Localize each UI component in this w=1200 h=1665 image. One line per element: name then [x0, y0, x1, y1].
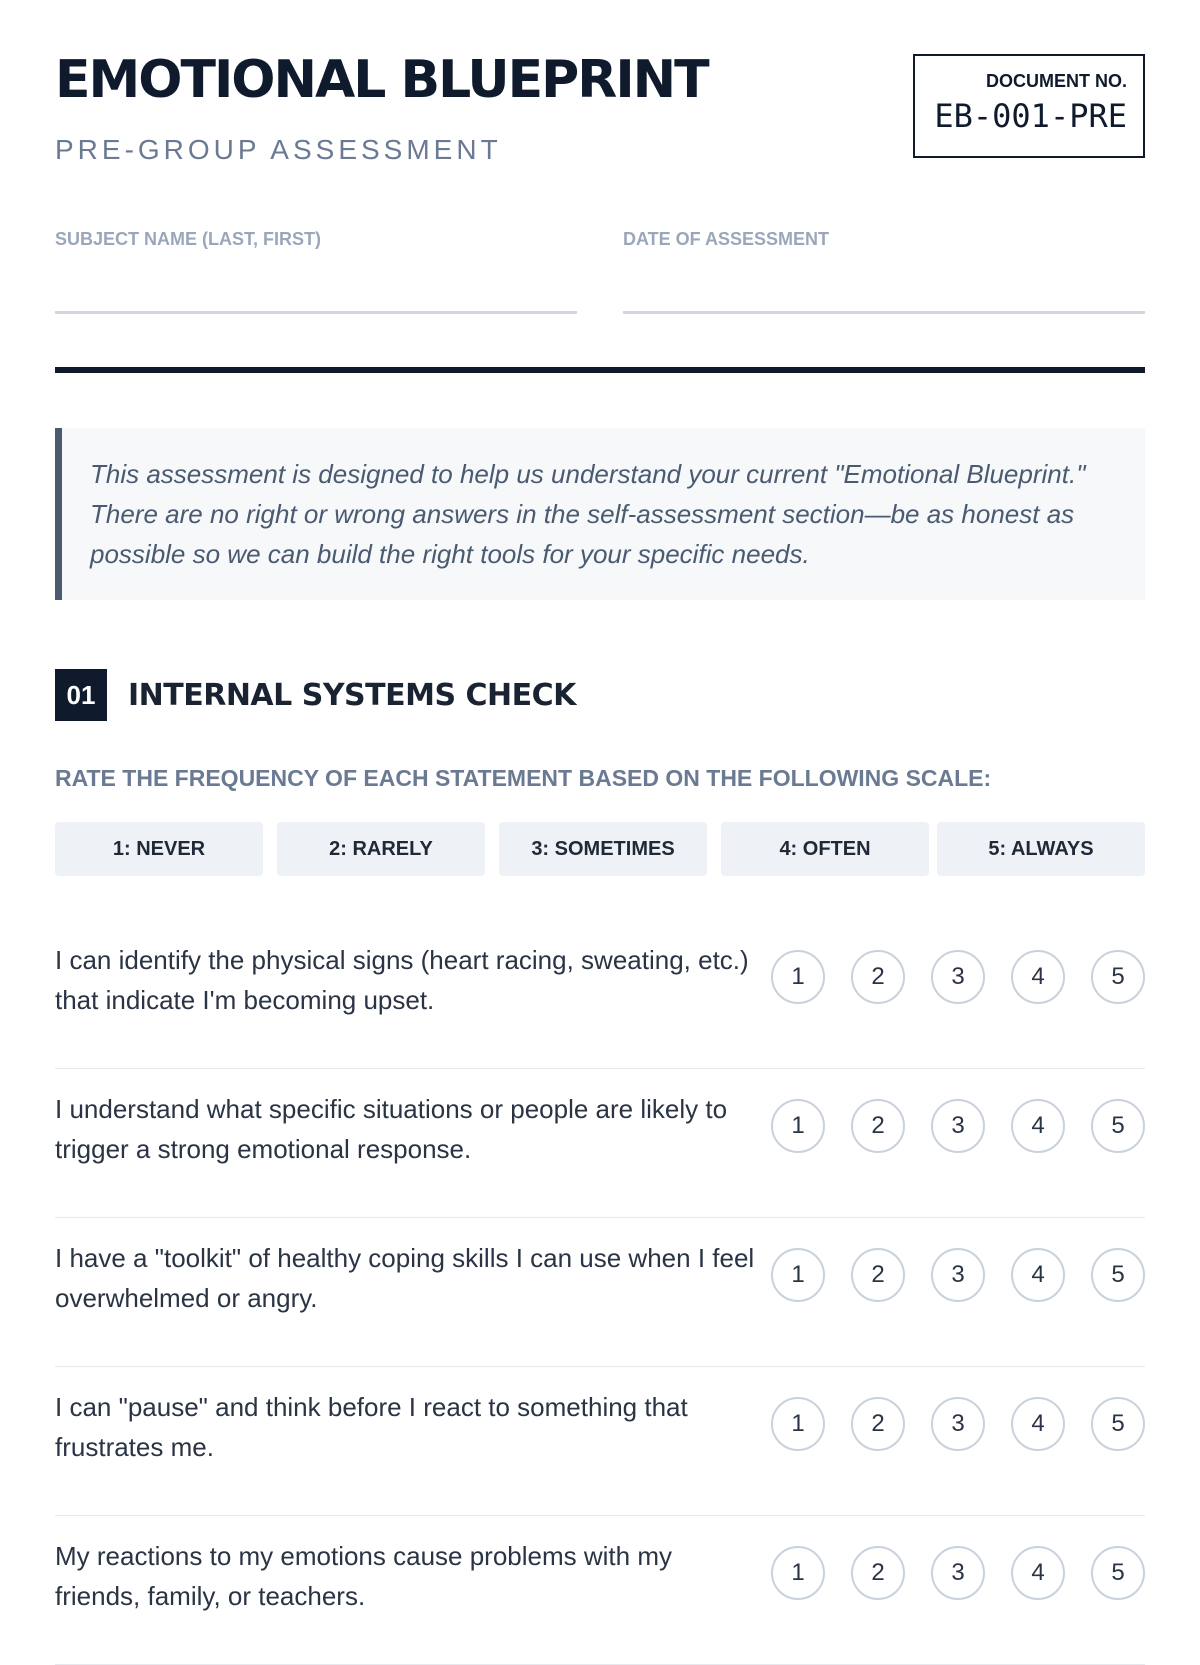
intro-text: This assessment is designed to help us understand your current "Emotional Blueprint." There are no right or wrong answers in the self-assessment section—be as honest as possible so we can build the right tools for your specific needs. — [90, 459, 1086, 569]
subject-name-line[interactable] — [55, 311, 577, 314]
rating-option-5[interactable]: 5 — [1091, 1397, 1145, 1451]
rating-option-4[interactable]: 4 — [1011, 1397, 1065, 1451]
rating-option-4[interactable]: 4 — [1011, 1099, 1065, 1153]
page-title: EMOTIONAL BLUEPRINT — [55, 50, 708, 110]
assessment-date-field[interactable] — [623, 230, 1145, 314]
section-number: 01 — [55, 669, 107, 721]
question-text: I understand what specific situations or people are likely to trigger a strong emotional response. — [55, 1094, 728, 1164]
rating-option-1[interactable]: 1 — [771, 1397, 825, 1451]
document-number-label: DOCUMENT NO. — [986, 71, 1127, 91]
rating-option-4[interactable]: 4 — [1011, 1248, 1065, 1302]
question-row — [55, 1367, 1145, 1516]
rating-option-1[interactable]: 1 — [771, 1546, 825, 1600]
rating-options — [771, 1099, 1145, 1153]
rating-option-1[interactable]: 1 — [771, 1248, 825, 1302]
rating-options — [771, 950, 1145, 1004]
rating-option-2[interactable]: 2 — [851, 1248, 905, 1302]
rating-options — [771, 1397, 1145, 1451]
rating-options — [771, 1248, 1145, 1302]
question-text: I can "pause" and think before I react to something that frustrates me. — [55, 1392, 688, 1462]
rating-option-5[interactable]: 5 — [1091, 1099, 1145, 1153]
scale-never: 1: NEVER — [55, 822, 263, 876]
question-row — [55, 1516, 1145, 1665]
document-number-box — [913, 54, 1145, 158]
question-row — [55, 920, 1145, 1069]
rating-option-3[interactable]: 3 — [931, 1099, 985, 1153]
rating-options — [771, 1546, 1145, 1600]
question-row — [55, 1069, 1145, 1218]
subject-fields — [55, 230, 1145, 328]
question-text: I have a "toolkit" of healthy coping skills I can use when I feel overwhelmed or angry. — [55, 1243, 755, 1313]
rating-option-4[interactable]: 4 — [1011, 1546, 1065, 1600]
rating-option-1[interactable]: 1 — [771, 950, 825, 1004]
rating-scale-legend — [55, 822, 1145, 876]
header-divider — [55, 367, 1145, 373]
document-number: EB-001-PRE — [934, 97, 1127, 135]
rating-option-5[interactable]: 5 — [1091, 1546, 1145, 1600]
scale-often: 4: OFTEN — [721, 822, 929, 876]
question-text: My reactions to my emotions cause problems with my friends, family, or teachers. — [55, 1541, 672, 1611]
rating-option-2[interactable]: 2 — [851, 1397, 905, 1451]
assessment-date-line[interactable] — [623, 311, 1145, 314]
scale-instruction: RATE THE FREQUENCY OF EACH STATEMENT BASED ON THE FOLLOWING SCALE: — [55, 765, 992, 791]
rating-option-1[interactable]: 1 — [771, 1099, 825, 1153]
scale-sometimes: 3: SOMETIMES — [499, 822, 707, 876]
rating-option-3[interactable]: 3 — [931, 950, 985, 1004]
intro-note — [55, 428, 1145, 600]
rating-option-5[interactable]: 5 — [1091, 950, 1145, 1004]
page-subtitle: PRE-GROUP ASSESSMENT — [55, 134, 502, 165]
rating-option-4[interactable]: 4 — [1011, 950, 1065, 1004]
question-list — [55, 920, 1145, 1665]
rating-option-3[interactable]: 3 — [931, 1397, 985, 1451]
question-text: I can identify the physical signs (heart racing, sweating, etc.) that indicate I'm becoming upset. — [55, 945, 749, 1015]
rating-option-5[interactable]: 5 — [1091, 1248, 1145, 1302]
assessment-date-label: DATE OF ASSESSMENT — [623, 229, 830, 249]
question-row — [55, 1218, 1145, 1367]
header — [55, 0, 1145, 345]
scale-rarely: 2: RARELY — [277, 822, 485, 876]
section-title: INTERNAL SYSTEMS CHECK — [128, 678, 576, 713]
rating-option-2[interactable]: 2 — [851, 950, 905, 1004]
subject-name-label: SUBJECT NAME (LAST, FIRST) — [55, 229, 322, 249]
subject-name-field[interactable] — [55, 230, 577, 314]
rating-option-3[interactable]: 3 — [931, 1248, 985, 1302]
rating-option-2[interactable]: 2 — [851, 1099, 905, 1153]
rating-option-3[interactable]: 3 — [931, 1546, 985, 1600]
rating-option-2[interactable]: 2 — [851, 1546, 905, 1600]
scale-always: 5: ALWAYS — [937, 822, 1145, 876]
